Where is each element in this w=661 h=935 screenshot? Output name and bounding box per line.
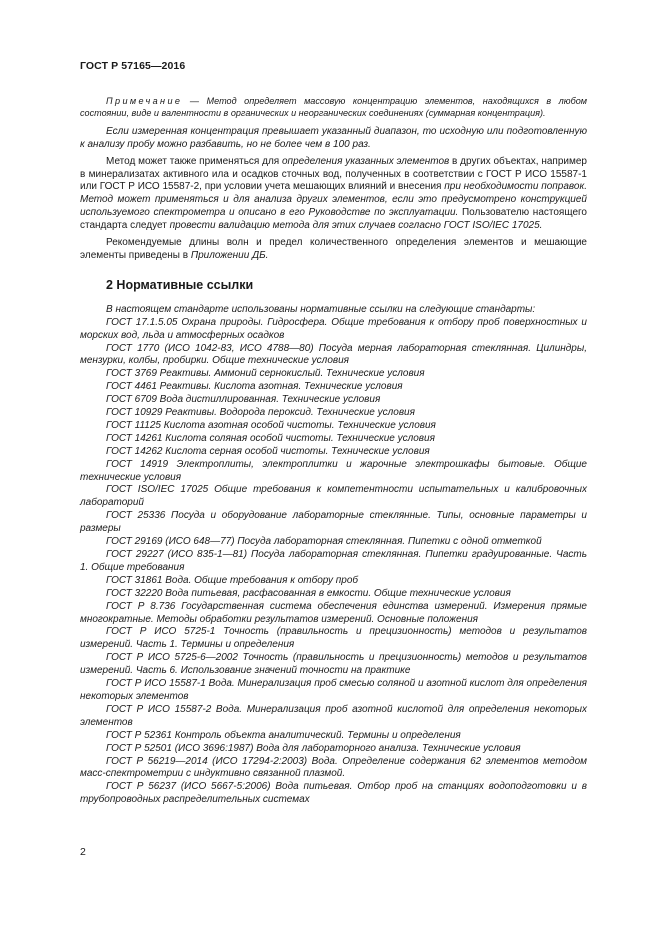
reference-list <box>80 317 587 807</box>
note-paragraph <box>80 95 587 120</box>
para3-part-b: Приложении ДБ. <box>190 249 269 261</box>
reference-item: ГОСТ 10929 Реактивы. Водорода пероксид. Технические условия <box>106 407 415 419</box>
reference-item: ГОСТ Р 8.736 Государственная система обеспечения единства измерений. Измерения прямые многократные. Методы обработки результатов измерений. Основные положения <box>80 600 587 625</box>
reference-item: ГОСТ 32220 Вода питьевая, расфасованная в емкости. Общие технические условия <box>106 587 511 599</box>
section-heading: 2 Нормативные ссылки <box>106 277 254 292</box>
reference-item: ГОСТ 1770 (ИСО 1042-83, ИСО 4788—80) Посуда мерная лабораторная стеклянная. Цилиндры, мензурки, колбы, пробирки. Общие технические условия <box>80 342 587 367</box>
para2-part-a: Метод может также применяться для <box>106 155 282 167</box>
reference-item: ГОСТ Р 56219—2014 (ИСО 17294-2:2003) Вода. Определение содержания 62 элементов методом масс-спектрометрии с индуктивно связанной плазмой. <box>80 755 587 780</box>
paragraph-applicability <box>80 156 587 233</box>
reference-item: ГОСТ ISO/IEC 17025 Общие требования к компетентности испытательных и калибровочных лабораторий <box>80 484 587 509</box>
reference-item: ГОСТ Р ИСО 15587-2 Вода. Минерализация проб азотной кислотой для определения некоторых элементов <box>80 703 587 728</box>
reference-item: ГОСТ 14262 Кислота серная особой чистоты. Технические условия <box>106 445 430 457</box>
reference-item: ГОСТ 31861 Вода. Общие требования к отбору проб <box>106 574 359 586</box>
references-intro: В настоящем стандарте использованы нормативные ссылки на следующие стандарты: <box>106 303 536 315</box>
page-number: 2 <box>80 846 86 858</box>
reference-item: ГОСТ 17.1.5.05 Охрана природы. Гидросфера. Общие требования к отбору проб поверхностных и морских вод, льда и атмосферных осадков <box>80 316 587 341</box>
reference-item: ГОСТ 14919 Электроплиты, электроплитки и жарочные электрошкафы бытовые. Общие технические условия <box>80 458 587 483</box>
reference-item: ГОСТ 4461 Реактивы. Кислота азотная. Технические условия <box>106 381 403 393</box>
reference-item: ГОСТ 14261 Кислота соляная особой чистоты. Технические условия <box>106 432 435 444</box>
reference-item: ГОСТ Р 52361 Контроль объекта аналитический. Термины и определения <box>106 729 461 741</box>
reference-item: ГОСТ 3769 Реактивы. Аммоний сернокислый. Технические условия <box>106 368 425 380</box>
page-content <box>80 95 587 807</box>
document-header: ГОСТ Р 57165—2016 <box>80 60 186 72</box>
reference-item: ГОСТ 25336 Посуда и оборудование лабораторные стеклянные. Типы, основные параметры и размеры <box>80 510 587 535</box>
reference-item: ГОСТ 11125 Кислота азотная особой чистоты. Технические условия <box>106 419 436 431</box>
reference-item: ГОСТ Р ИСО 5725-1 Точность (правильность и прецизионность) методов и результатов измерений. Часть 1. Термины и определения <box>80 626 587 651</box>
paragraph-wavelengths <box>80 237 587 263</box>
reference-item: ГОСТ Р 56237 (ИСО 5667-5:2006) Вода питьевая. Отбор проб на станциях водоподготовки и в трубопроводных распределительных системах <box>80 781 587 806</box>
reference-item: ГОСТ Р ИСО 5725-6—2002 Точность (правильность и прецизионность) методов и результатов измерений. Часть 6. Использование значений точности на практике <box>80 652 587 677</box>
reference-item: ГОСТ 6709 Вода дистиллированная. Технические условия <box>106 394 381 406</box>
para2-part-e: Пользователю настоящего стандарта следует <box>80 207 587 232</box>
para2-part-b: определения указанных элементов <box>282 155 450 167</box>
reference-item: ГОСТ 29227 (ИСО 835-1—81) Посуда лабораторная стеклянная. Пипетки градуированные. Часть 1. Общие требования <box>80 549 587 573</box>
para3-part-a: Рекомендуемые длины волн и предел количественного определения элементов и мешающие элементы приведены в <box>80 237 587 261</box>
reference-item: ГОСТ Р 52501 (ИСО 3696:1987) Вода для лабораторного анализа. Технические условия <box>106 742 521 754</box>
para2-part-f: провести валидацию метода для этих случаев согласно ГОСТ ISO/IEC 17025. <box>169 220 543 232</box>
reference-item: ГОСТ 29169 (ИСО 648—77) Посуда лабораторная стеклянная. Пипетки с одной отметкой <box>106 536 542 548</box>
para2-part-c: в других объектах, например в минерализатах активного ила и осадков сточных вод, полученных в соответствии с ГОСТ Р ИСО 15587-1 или ГОСТ Р ИСО 15587-2, при условии учета мешающих влияний и внесения <box>80 155 587 193</box>
para2-part-d: при необходимости поправок. Метод может применяться и для анализа других элементов, если это предусмотрено конструкцией используемого спектрометра и описано в его Руководстве по эксплуатации. <box>80 181 587 219</box>
paragraph-dilution: Если измеренная концентрация превышает указанный диапазон, то исходную или подготовленную к анализу пробу можно разбавить, но не более чем в 100 раз. <box>80 125 587 150</box>
note-text: — Метод определяет массовую концентрацию элементов, находящихся в любом состоянии, виде и валентности в органических и неорганических соединениях (суммарная концентрация). <box>80 96 587 119</box>
note-label: Примечание <box>106 96 183 106</box>
reference-item: ГОСТ Р ИСО 15587-1 Вода. Минерализация проб смесью соляной и азотной кислот для определения некоторых элементов <box>80 678 587 702</box>
